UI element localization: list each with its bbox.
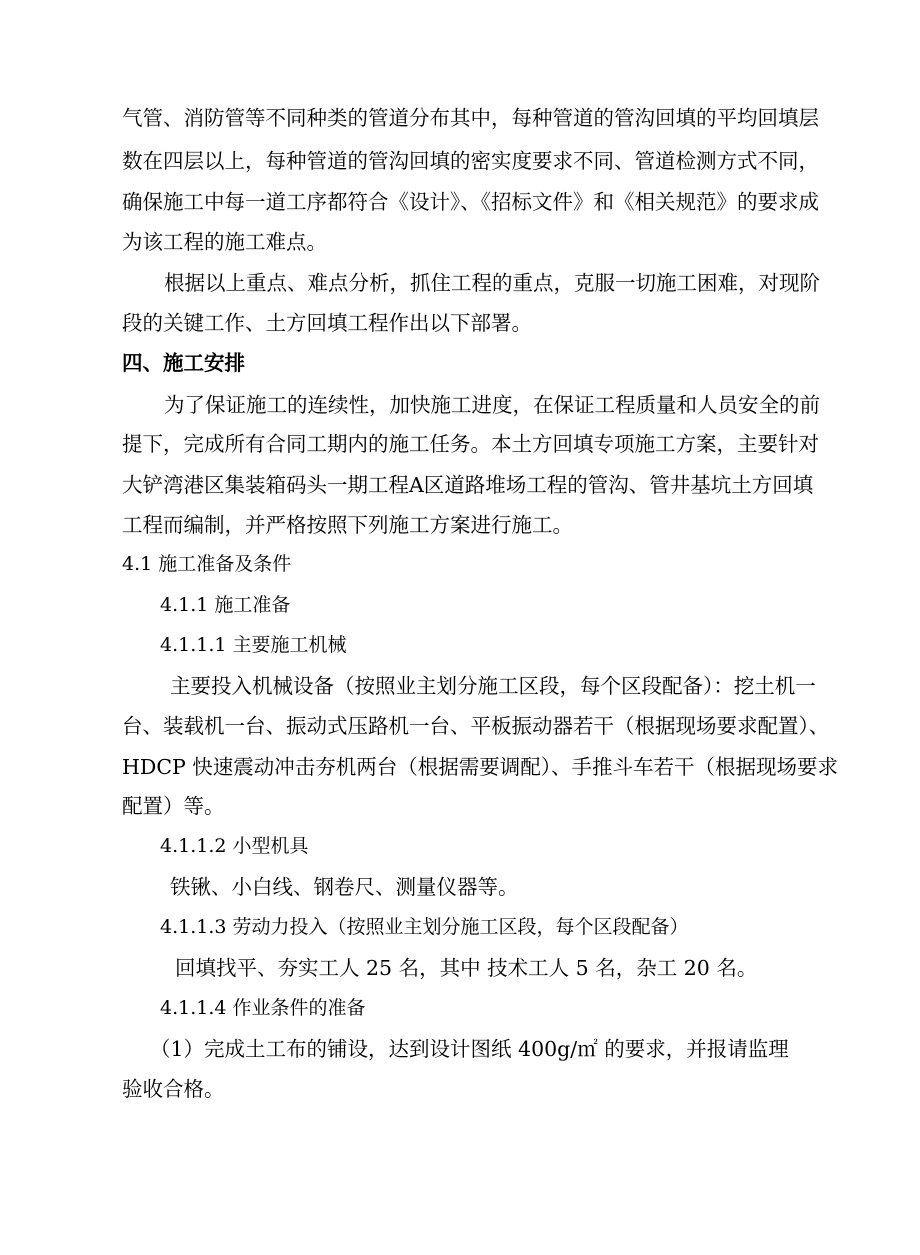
section-4-heading: 四、施工安排 [122, 351, 245, 375]
heading-4-1-1-2: 4.1.1.2 小型机具 [160, 835, 309, 857]
machinery-line-2: 台、装载机一台、振动式压路机一台、平板振动器若干（根据现场要求配置）、 [122, 714, 830, 738]
intro-line-2: 提下，完成所有合同工期内的施工任务。本土方回填专项施工方案，主要针对 [122, 432, 819, 456]
heading-4-1-1-1: 4.1.1.1 主要施工机械 [160, 634, 347, 656]
machinery-line-3: HDCP 快速震动冲击夯机两台（根据需要调配）、手推斗车若干（根据现场要求 [122, 755, 839, 779]
heading-4-1-1-3: 4.1.1.3 劳动力投入（按照业主划分施工区段，每个区段配备） [160, 916, 689, 938]
machinery-line-1: 主要投入机械设备（按照业主划分施工区段，每个区段配备）：挖土机一 [170, 674, 816, 698]
difficulty-line-3: 确保施工中每一道工序都符合《设计》、《招标文件》和《相关规范》的要求成 [122, 190, 819, 214]
difficulty-line-2: 数在四层以上，每种管道的管沟回填的密实度要求不同、管道检测方式不同， [122, 149, 819, 173]
labor-line: 回填找平、夯实工人 25 名，其中 技术工人 5 名，杂工 20 名。 [175, 956, 758, 980]
condition1-line-2: 验收合格。 [122, 1077, 225, 1101]
intro-line-3: 大铲湾港区集装箱码头一期工程A区道路堆场工程的管沟、管井基坑土方回填 [122, 473, 814, 497]
intro-line-4: 工程而编制，并严格按照下列施工方案进行施工。 [122, 513, 573, 537]
intro-line-1: 为了保证施工的连续性，加快施工进度，在保证工程质量和人员安全的前 [164, 393, 820, 417]
heading-4-1: 4.1 施工准备及条件 [122, 553, 292, 575]
condition1-line-1: （1）完成土工布的铺设，达到设计图纸 400g/㎡ 的要求，并报请监理 [150, 1037, 789, 1061]
tools-line: 铁锹、小白线、钢卷尺、测量仪器等。 [170, 875, 519, 899]
difficulty-line-4: 为该工程的施工难点。 [122, 230, 327, 254]
heading-4-1-1-4: 4.1.1.4 作业条件的准备 [160, 997, 366, 1019]
machinery-line-4: 配置）等。 [122, 794, 225, 818]
summary-line-2: 段的关键工作、土方回填工程作出以下部署。 [122, 311, 532, 335]
difficulty-line-1: 气管、消防管等不同种类的管道分布其中，每种管道的管沟回填的平均回填层 [122, 106, 819, 130]
summary-line-1: 根据以上重点、难点分析，抓住工程的重点，克服一切施工困难，对现阶 [164, 271, 820, 295]
heading-4-1-1: 4.1.1 施工准备 [160, 594, 291, 616]
